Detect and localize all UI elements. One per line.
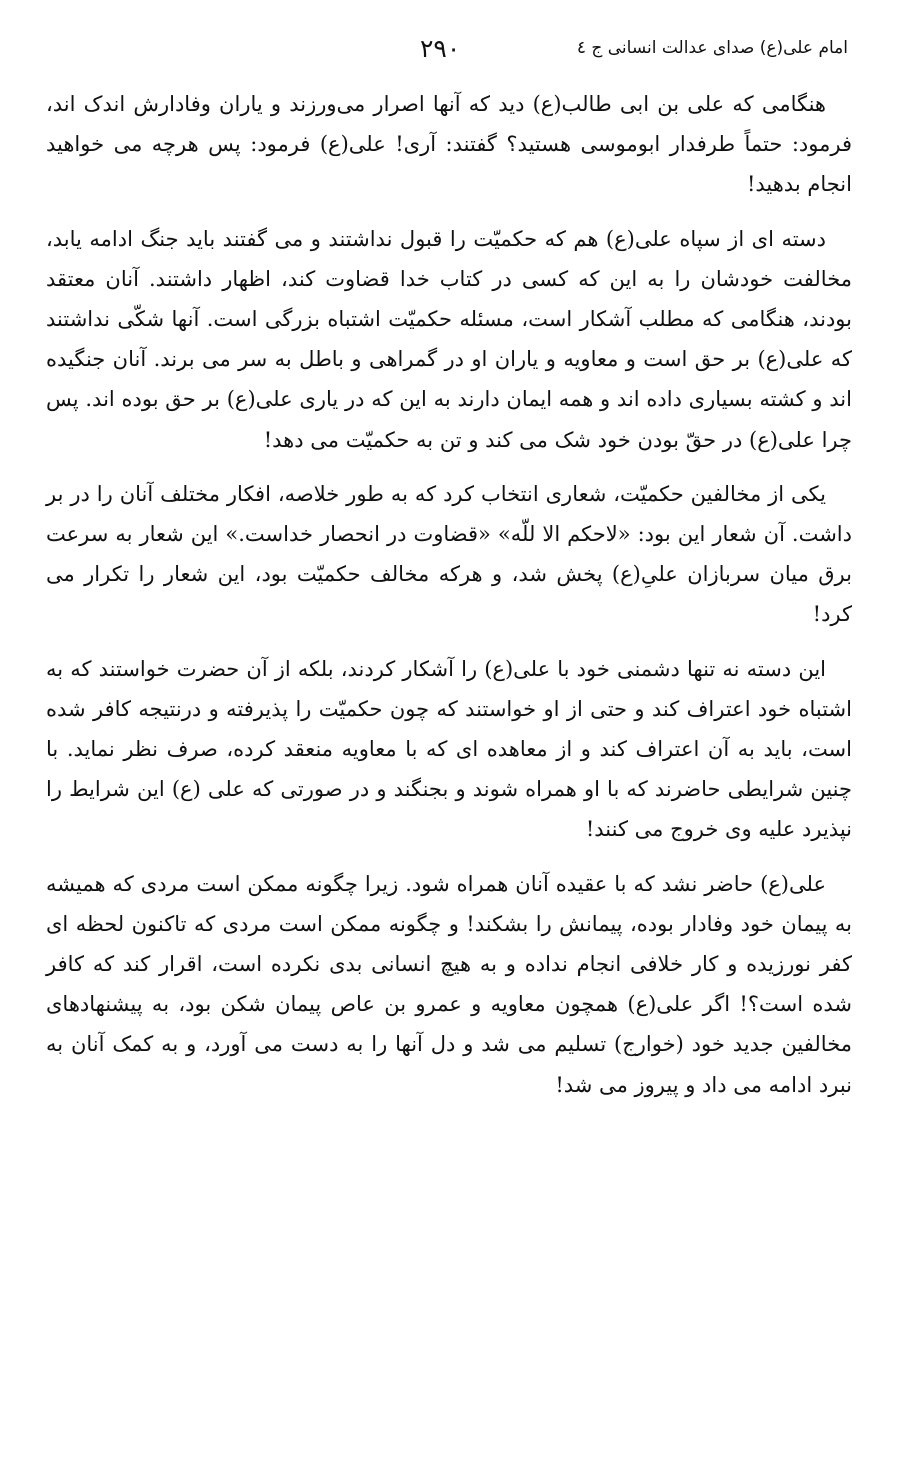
paragraph: هنگامی که علی بن ابی طالب(ع) دید که آنها اصرار می‌ورزند و یاران وفادارش اندک اند، فرمود: حتماً طرفدار ابوموسی هستید؟ گفتند: آری! علی(ع) فرمود: پس هرچه می خواهید انجام بدهید! (46, 92, 852, 197)
running-title: امام علی(ع) صدای عدالت انسانی ج ٤ (576, 38, 848, 58)
body-text (46, 84, 852, 1119)
page-number: ۲۹۰ (420, 34, 461, 63)
paragraph: دسته ای از سپاه علی(ع) هم که حکمیّت را قبول نداشتند و می گفتند باید جنگ ادامه یابد، مخالفت خودشان را به این که کسی در کتاب خدا قضاوت کند، اظهار داشتند. آنان معتقد بودند، هنگامی که مطلب آشکار است، مسئله حکمیّت اشتباه بزرگی است. آنها شکّی نداشتند که علی(ع) بر حق است و معاویه و یاران او در گمراهی و باطل به سر می برند. آنان جنگیده اند و کشته بسیاری داده اند و همه ایمان دارند به این که در یاری علی(ع) بر حق بوده اند. پس چرا علی(ع) در حقّ بودن خود شک می کند و تن به حکمیّت می دهد! (46, 226, 852, 452)
paragraph: یکی از مخالفین حکمیّت، شعاری انتخاب کرد که به طور خلاصه، افکار مختلف آنان را در بر داشت. آن شعار این بود: «لاحکم الا للّه» «قضاوت در انحصار خداست.» این شعار به سرعت برق میان سربازان علیِ(ع) پخش شد، و هرکه مخالف حکمیّت بود، این شعار را تکرار می کرد! (46, 481, 852, 627)
paragraph: این دسته نه تنها دشمنی خود با علی(ع) را آشکار کردند، بلکه از آن حضرت خواستند که به اشتباه خود اعتراف کند و حتی از او خواستند که چون حکمیّت را پذیرفته و درنتیجه کافر شده است، باید به آن اعتراف کند و از معاهده ای که با معاویه منعقد کرده، صرف نظر نماید. با چنین شرایطی حاضرند که با او همراه شوند و بجنگند و در صورتی که علی (ع) این شرایط را نپذیرد علیه وی خروج می کنند! (46, 656, 852, 842)
paragraph: علی(ع) حاضر نشد که با عقیده آنان همراه شود. زیرا چگونه ممکن است مردی که همیشه به پیمان خود وفادار بوده، پیمانش را بشکند! و چگونه ممکن است مردی که تاکنون لحظه ای کفر نورزیده و کار خلافی انجام نداده و به هیچ انسانی بدی نکرده است، اقرار کند که کافر شده است؟! اگر علی(ع) همچون معاویه و عمرو بن عاص پیمان شکن بود، به پیشنهادهای مخالفین جدید خود (خوارج) تسلیم می شد و دل آنها را به دست می آورد، و به کمک آنان به نبرد ادامه می داد و پیروز می شد! (46, 871, 852, 1097)
page-header (40, 34, 860, 70)
